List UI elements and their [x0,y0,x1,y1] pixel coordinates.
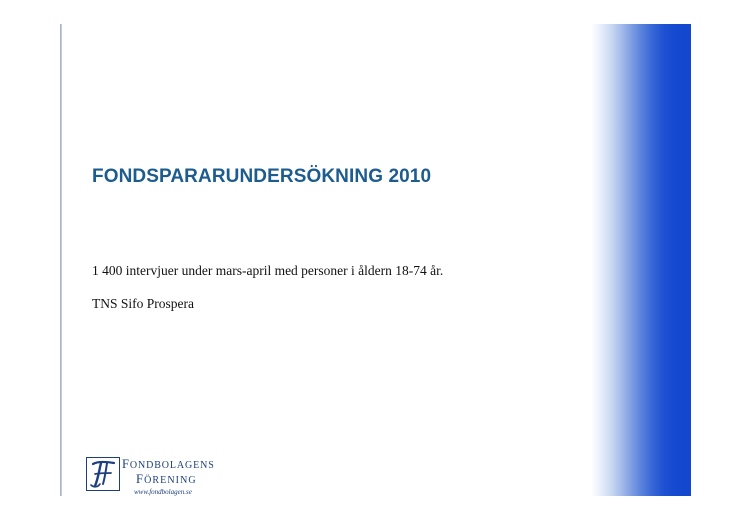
logo-url: www.fondbolagen.se [134,488,192,496]
body-line-interviews: 1 400 intervjuer under mars-april med personer i åldern 18-74 år. [92,263,444,278]
body-line-source: TNS Sifo Prospera [92,296,194,311]
logo-name-line-2: FÖRENING [136,472,197,486]
ff-monogram-icon [86,457,120,491]
logo-name-line-1: FONDBOLAGENS [122,457,215,471]
fondbolagens-forening-logo [86,455,226,497]
blue-gradient-band [591,24,691,496]
left-vertical-rule [60,24,62,496]
slide-title: FONDSPARARUNDERSÖKNING 2010 [92,166,432,187]
